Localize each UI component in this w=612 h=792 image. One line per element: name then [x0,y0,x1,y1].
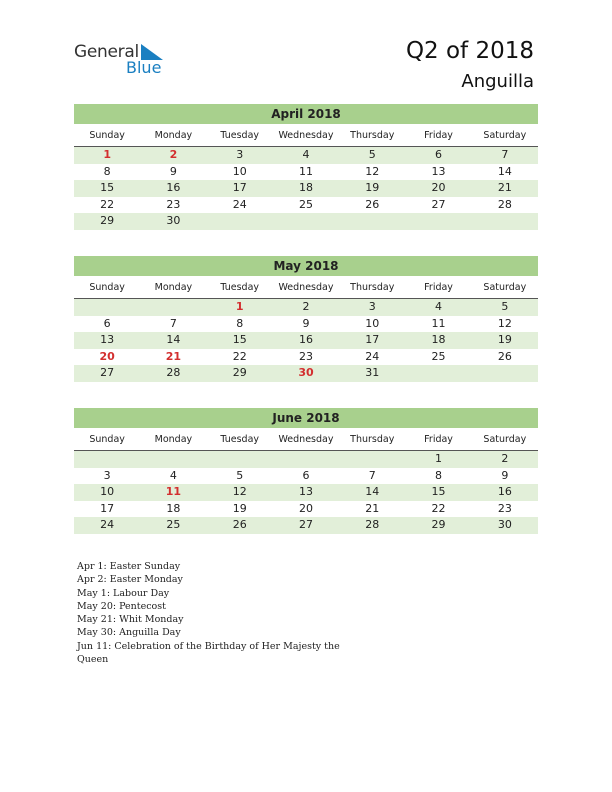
day-cell: 26 [232,518,247,532]
day-cell: 3 [368,300,376,313]
day-cell: 20 [431,181,446,195]
month-title: May 2018 [74,256,538,276]
weekday-label: Tuesday [220,130,260,141]
day-cell: 27 [431,197,446,211]
day-cell: 2 [501,452,509,465]
month-calendar [74,256,538,382]
day-cell: 11 [431,316,446,330]
weekday-label: Wednesday [278,130,334,141]
day-cell: 24 [365,349,380,363]
holiday-entry: Jun 11: Celebration of the Birthday of Her Majesty the Queen [77,640,340,666]
holiday-day-cell: 1 [103,148,111,161]
day-cell: 29 [431,518,446,532]
day-cell: 29 [100,214,115,228]
week-row [74,517,538,534]
day-cell: 14 [365,485,380,499]
day-cell: 18 [431,333,446,347]
weekday-label: Thursday [350,282,395,293]
day-cell [74,299,140,316]
month-calendar [74,408,538,534]
day-cell [339,451,405,468]
day-cell: 27 [298,518,313,532]
day-cell: 18 [298,181,313,195]
weekday-header-row [74,431,538,451]
holiday-entry: Apr 2: Easter Monday [77,574,183,586]
day-cell: 4 [435,300,443,313]
day-cell: 14 [166,333,181,347]
day-cell: 21 [497,181,512,195]
weekday-label: Thursday [350,130,395,141]
weekday-label: Thursday [350,434,395,445]
weekday-label: Friday [424,434,453,445]
month-title: June 2018 [74,408,538,428]
day-cell: 7 [368,468,376,482]
holiday-entry: May 21: Whit Monday [77,614,184,626]
day-cell: 25 [298,197,313,211]
week-row [74,299,538,316]
week-row [74,451,538,468]
week-row [74,468,538,485]
day-cell: 3 [236,148,244,161]
day-cell: 26 [365,197,380,211]
day-cell: 12 [365,164,380,178]
day-cell: 28 [166,366,181,380]
page-subtitle: Anguilla [461,71,534,92]
weekday-label: Saturday [483,130,527,141]
day-cell [472,365,538,382]
holiday-day-cell: 30 [298,366,314,380]
day-cell: 31 [365,366,380,380]
holiday-entry: May 30: Anguilla Day [77,627,181,639]
day-cell: 19 [365,181,380,195]
day-cell: 26 [497,349,512,363]
holiday-day-cell: 20 [99,349,115,363]
day-cell: 7 [501,148,509,161]
day-cell [405,365,471,382]
day-cell [273,213,339,230]
day-cell [207,213,273,230]
holiday-day-cell: 2 [169,148,178,161]
day-cell: 21 [365,501,380,515]
day-cell: 17 [100,501,115,515]
day-cell: 28 [365,518,380,532]
weekday-label: Friday [424,130,453,141]
weekday-header-row [74,127,538,147]
holiday-entry: Apr 1: Easter Sunday [77,561,181,572]
week-row [74,197,538,214]
day-cell: 15 [431,485,446,499]
weekday-label: Saturday [483,282,527,293]
day-cell: 30 [497,518,512,532]
weekday-label: Sunday [89,282,125,293]
holiday-list [77,560,347,666]
week-row [74,332,538,349]
week-row [74,164,538,181]
day-cell: 6 [302,468,310,482]
holiday-day-cell: 11 [165,485,182,499]
day-cell [472,213,538,230]
day-cell [273,451,339,468]
week-row [74,213,538,230]
weekday-label: Tuesday [220,282,260,293]
day-cell: 10 [232,164,247,178]
day-cell: 12 [232,485,247,499]
weekday-label: Friday [424,282,453,293]
day-cell: 29 [232,366,247,380]
weekday-header-row [74,279,538,299]
weekday-label: Wednesday [278,434,334,445]
day-cell: 19 [232,501,247,515]
holiday-day-cell: 1 [235,300,244,313]
day-cell: 22 [232,349,247,363]
day-cell: 22 [100,197,115,211]
week-row [74,484,538,501]
holiday-entry: May 1: Labour Day [77,587,170,599]
page-title: Q2 of 2018 [405,38,534,64]
day-cell: 16 [166,181,181,195]
week-row [74,316,538,333]
day-cell: 13 [298,485,313,499]
day-cell: 10 [100,485,115,499]
day-cell [140,299,206,316]
day-cell [74,451,140,468]
day-cell: 3 [103,468,111,482]
day-cell: 6 [103,316,111,330]
day-cell: 17 [232,181,247,195]
day-cell: 28 [497,197,512,211]
day-cell: 17 [365,333,380,347]
day-cell: 9 [169,164,177,178]
day-cell: 8 [103,164,111,178]
day-cell: 19 [497,333,512,347]
week-row [74,147,538,164]
day-cell [339,213,405,230]
day-cell: 15 [100,181,115,195]
day-cell: 5 [368,148,376,161]
day-cell: 18 [166,501,181,515]
day-cell: 24 [100,518,115,532]
weekday-label: Monday [154,282,193,293]
weekday-label: Sunday [89,434,125,445]
day-cell: 15 [232,333,247,347]
weekday-label: Tuesday [220,434,260,445]
week-row [74,501,538,518]
day-cell: 23 [497,501,512,515]
day-cell [405,213,471,230]
day-cell: 4 [302,148,310,161]
day-cell: 4 [169,468,177,482]
day-cell: 30 [166,214,181,228]
week-row [74,180,538,197]
month-title: April 2018 [74,104,538,124]
day-cell: 9 [302,316,310,330]
week-row [74,365,538,382]
day-cell: 23 [166,197,181,211]
day-cell: 13 [100,333,115,347]
day-cell: 2 [302,300,310,313]
month-calendar [74,104,538,230]
day-cell: 14 [497,164,512,178]
weekday-label: Saturday [483,434,527,445]
day-cell: 11 [298,164,313,178]
logo-general-text: General [74,42,139,62]
day-cell: 20 [298,501,313,515]
day-cell: 7 [169,316,177,330]
day-cell: 13 [431,164,446,178]
day-cell: 5 [236,468,244,482]
day-cell: 8 [435,468,443,482]
weekday-label: Wednesday [278,282,334,293]
weekday-label: Monday [154,130,193,141]
weekday-label: Monday [154,434,193,445]
day-cell: 10 [365,316,380,330]
day-cell: 9 [501,468,509,482]
day-cell: 6 [435,148,443,161]
weekday-label: Sunday [89,130,125,141]
day-cell: 5 [501,300,509,313]
day-cell: 23 [298,349,313,363]
day-cell [140,451,206,468]
day-cell: 25 [431,349,446,363]
day-cell: 1 [435,452,443,465]
holiday-entry: May 20: Pentecost [77,600,166,612]
day-cell: 27 [100,366,115,380]
day-cell: 12 [497,316,512,330]
day-cell: 16 [298,333,313,347]
day-cell: 8 [236,316,244,330]
week-row [74,349,538,366]
day-cell: 22 [431,501,446,515]
day-cell: 25 [166,518,181,532]
holiday-day-cell: 21 [165,349,182,363]
day-cell: 24 [232,197,247,211]
day-cell [207,451,273,468]
day-cell: 16 [497,485,512,499]
logo-blue-text: Blue [126,58,162,77]
